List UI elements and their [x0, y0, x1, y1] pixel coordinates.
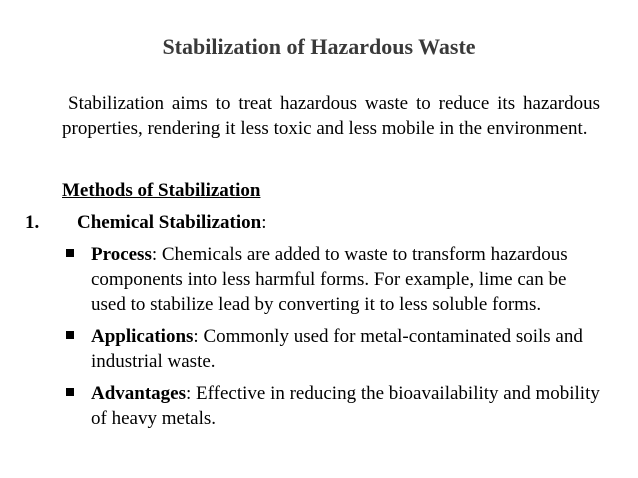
methods-subheading: Methods of Stabilization: [62, 180, 261, 201]
square-bullet-icon: [66, 249, 74, 257]
bullet-text: : Effective in reducing the bioavailability and mobility of heavy metals.: [91, 383, 600, 429]
bullet-text: : Chemicals are added to waste to transform hazardous components into less harmful forms. For example, lime can be used to stabilize lead by converting it to less soluble forms.: [91, 244, 568, 315]
square-bullet-icon: [66, 331, 74, 339]
square-bullet-icon: [66, 388, 74, 396]
slide-title: Stabilization of Hazardous Waste: [162, 34, 476, 59]
intro-paragraph: Stabilization aims to treat hazardous waste to reduce its hazardous properties, rendering it less toxic and less mobile in the environment.: [62, 93, 600, 139]
bullet-item-advantages: [62, 381, 602, 431]
bullet-text: : Commonly used for metal-contaminated soils and industrial waste.: [91, 326, 583, 372]
section-number: 1.: [25, 212, 40, 233]
bullet-item-process: [62, 242, 602, 317]
bullet-item-applications: [62, 324, 602, 374]
bullet-term: Process: [91, 244, 152, 265]
bullet-term: Applications: [91, 326, 194, 347]
bullet-list: [62, 242, 602, 438]
section-title: Chemical Stabilization: [77, 212, 262, 233]
section-heading: [25, 210, 266, 235]
bullet-term: Advantages: [91, 383, 187, 404]
section-colon: :: [261, 212, 267, 233]
